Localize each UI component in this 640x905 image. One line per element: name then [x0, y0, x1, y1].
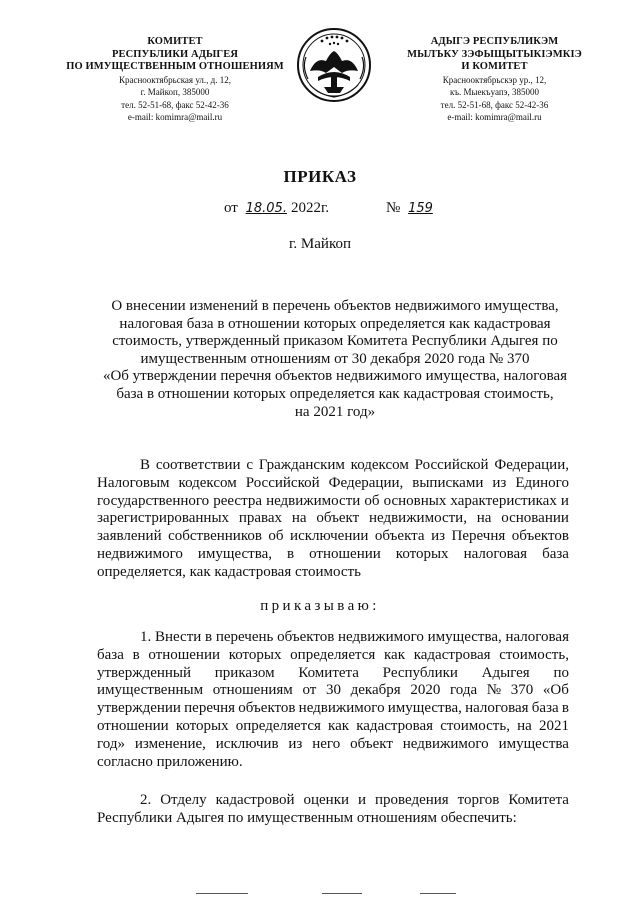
preamble-paragraph: [97, 457, 569, 582]
document-title: ПРИКАЗ: [283, 167, 357, 186]
header-left-phone: тел. 52-51-68, факс 52-42-36: [121, 99, 229, 110]
paragraph-line: заявлений собственников об исключении объекта из Перечня объектов: [97, 528, 569, 545]
header-left-line3: ПО ИМУЩЕСТВЕННЫМ ОТНОШЕНИЯМ: [66, 61, 284, 72]
item-1-paragraph: [97, 629, 569, 771]
paragraph-line: утверждении перечня объектов недвижимого имущества, налоговая база в: [97, 700, 569, 717]
header-left-line2: РЕСПУБЛИКИ АДЫГЕЯ: [111, 48, 239, 60]
subject-line: на 2021 год»: [294, 403, 376, 420]
paragraph-line: определяется, как кадастровая стоимость: [97, 563, 361, 580]
subject-line: «Об утверждении перечня объектов недвижимого имущества, налоговая: [102, 368, 568, 385]
header-right-line2: МЫЛЪКУ ЗЭФЫЩЫТЫКIЭМКIЭ: [407, 48, 582, 60]
header-left-city: г. Майкоп, 385000: [140, 87, 210, 97]
paragraph-line: 1. Внести в перечень объектов недвижимого имущества, налоговая: [140, 629, 569, 645]
date-prefix: от: [224, 200, 238, 216]
header-right-line3: И КОМИТЕТ: [461, 61, 528, 72]
scan-divider: [196, 893, 248, 894]
adygea-coat-of-arms-icon: [296, 27, 372, 103]
subject-line: О внесении изменений в перечень объектов недвижимого имущества,: [111, 298, 559, 314]
header-right-city: къ. Мыекъуапэ, 385000: [449, 87, 540, 97]
paragraph-line: Республики Адыгея по имущественным отношениям обеспечить:: [97, 809, 517, 826]
document-subject: [95, 298, 575, 421]
number-handwritten: 159: [408, 201, 433, 216]
paragraph-line: 2. Отделу кадастровой оценки и проведения торгов Комитета: [140, 792, 569, 808]
paragraph-line: год» изменение, исключив из него объект недвижимого имущества: [97, 735, 569, 752]
subject-line: имущественным отношениям от 30 декабря 2020 года № 370: [140, 350, 530, 367]
document-city: г. Майкоп: [288, 236, 352, 252]
paragraph-line: недвижимого имущества, в отношении которых налоговая база: [97, 545, 569, 562]
header-right-line1: АДЫГЭ РЕСПУБЛИКЭМ: [430, 36, 559, 47]
subject-line: стоимость, утвержденный приказом Комитета Республики Адыгея по: [112, 333, 558, 350]
paragraph-line: согласно приложению.: [97, 753, 243, 770]
header-right-address: Краснооктябрьскэр ур., 12,: [442, 74, 547, 85]
header-right-email: e-mail: komimra@mail.ru: [447, 112, 542, 122]
date-suffix: 2022г.: [290, 200, 330, 216]
subject-line: база в отношении которых определяется как кадастровая стоимость,: [116, 385, 554, 402]
item-2-paragraph: [97, 792, 569, 828]
header-left-line1: КОМИТЕТ: [147, 36, 203, 47]
paragraph-line: В соответствии с Гражданским кодексом Российской Федерации,: [140, 457, 569, 473]
document-date: [224, 200, 329, 217]
header-right-phone: тел. 52-51-68, факс 52-42-36: [440, 99, 549, 110]
paragraph-line: государственного реестра недвижимости об основных характеристиках и: [97, 492, 569, 509]
paragraph-line: зарегистрированных правах на объект недвижимости, на основании: [97, 510, 569, 527]
scan-divider: [420, 893, 456, 894]
paragraph-line: отношении которых определяется как кадастровая стоимость, на 2021: [97, 717, 569, 734]
order-word: приказываю:: [260, 598, 380, 614]
date-handwritten: 18.05.: [245, 201, 287, 216]
header-right-block: [382, 36, 607, 124]
header-left-address: Краснооктябрьская ул., д. 12,: [119, 74, 231, 85]
header-left-block: [60, 36, 290, 124]
scan-divider: [322, 893, 362, 894]
paragraph-line: утвержденный приказом Комитета Республики Адыгея по: [97, 664, 569, 681]
document-number: [386, 200, 447, 217]
number-prefix: №: [386, 200, 401, 216]
paragraph-line: база в отношении которых определяется как кадастровая стоимость,: [97, 646, 569, 663]
subject-line: налоговая база в отношении которых определяется как кадастровая: [119, 315, 551, 332]
header-left-email: e-mail: komimra@mail.ru: [127, 112, 223, 122]
paragraph-line: имущественным отношениям от 30 декабря 2020 года № 370 «Об: [97, 682, 569, 699]
paragraph-line: Налоговым кодексом Российской Федерации, выписками из Единого: [97, 474, 569, 491]
